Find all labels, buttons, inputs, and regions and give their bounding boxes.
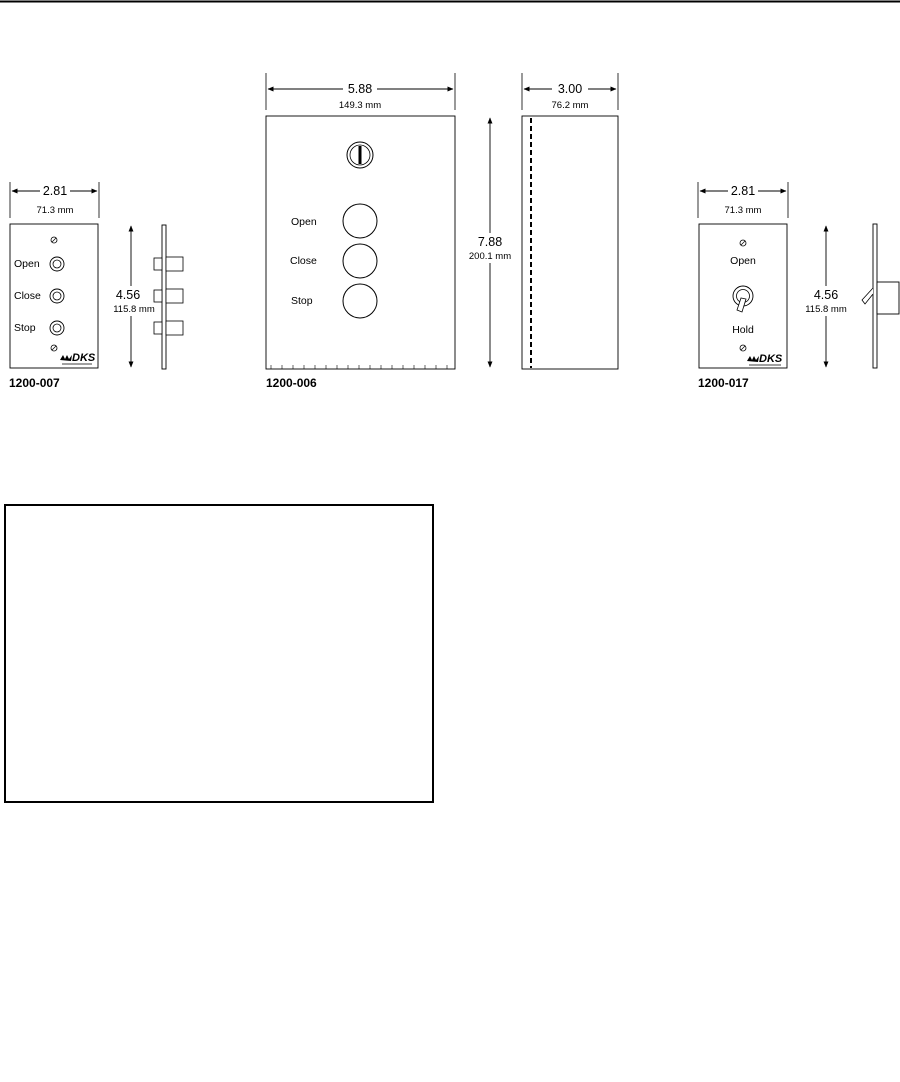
button-label-open: Open [14,258,40,270]
width-mm: 149.3 mm [338,100,382,111]
width-inches: 2.81 [42,184,68,198]
panel-1200-006 [266,73,514,390]
side-profile [862,224,899,368]
model-number: 1200-017 [698,376,749,390]
pushbutton-open-icon [50,257,64,271]
button-label-stop: Stop [14,322,36,334]
side-view-1200-006 [522,73,618,369]
pushbutton-close-icon [50,289,64,303]
position-label-hold: Hold [732,324,754,336]
keyswitch-icon [347,142,373,168]
position-label-open: Open [730,255,756,267]
button-label-close: Close [14,290,41,302]
side-profile [154,225,183,369]
width-mm: 71.3 mm [724,205,762,216]
model-number: 1200-006 [266,376,317,390]
pushbutton-stop-icon [50,321,64,335]
screw-icon [740,345,746,351]
height-mm: 115.8 mm [113,304,155,315]
depth-inches: 3.00 [557,82,583,96]
pushbutton-close-icon [343,244,377,278]
svg-text:DKS: DKS [72,352,96,364]
panel-1200-017 [698,182,899,390]
height-inches: 4.56 [115,288,141,302]
button-label-close: Close [290,255,317,267]
enclosure-side [522,116,618,369]
width-inches: 2.81 [730,184,756,198]
empty-bordered-box [4,504,434,803]
height-inches: 7.88 [477,235,503,249]
screw-icon [51,237,57,243]
model-number: 1200-007 [9,376,60,390]
width-inches: 5.88 [347,82,373,96]
width-mm: 71.3 mm [36,205,74,216]
button-label-open: Open [291,216,317,228]
height-mm: 200.1 mm [468,251,512,262]
screw-icon [740,240,746,246]
panel-1200-007 [9,182,183,390]
screw-icon [51,345,57,351]
pushbutton-stop-icon [343,284,377,318]
height-mm: 115.8 mm [805,304,847,315]
pushbutton-open-icon [343,204,377,238]
button-label-stop: Stop [291,295,313,307]
height-inches: 4.56 [813,288,839,302]
depth-mm: 76.2 mm [551,100,589,111]
svg-text:DKS: DKS [759,353,783,365]
